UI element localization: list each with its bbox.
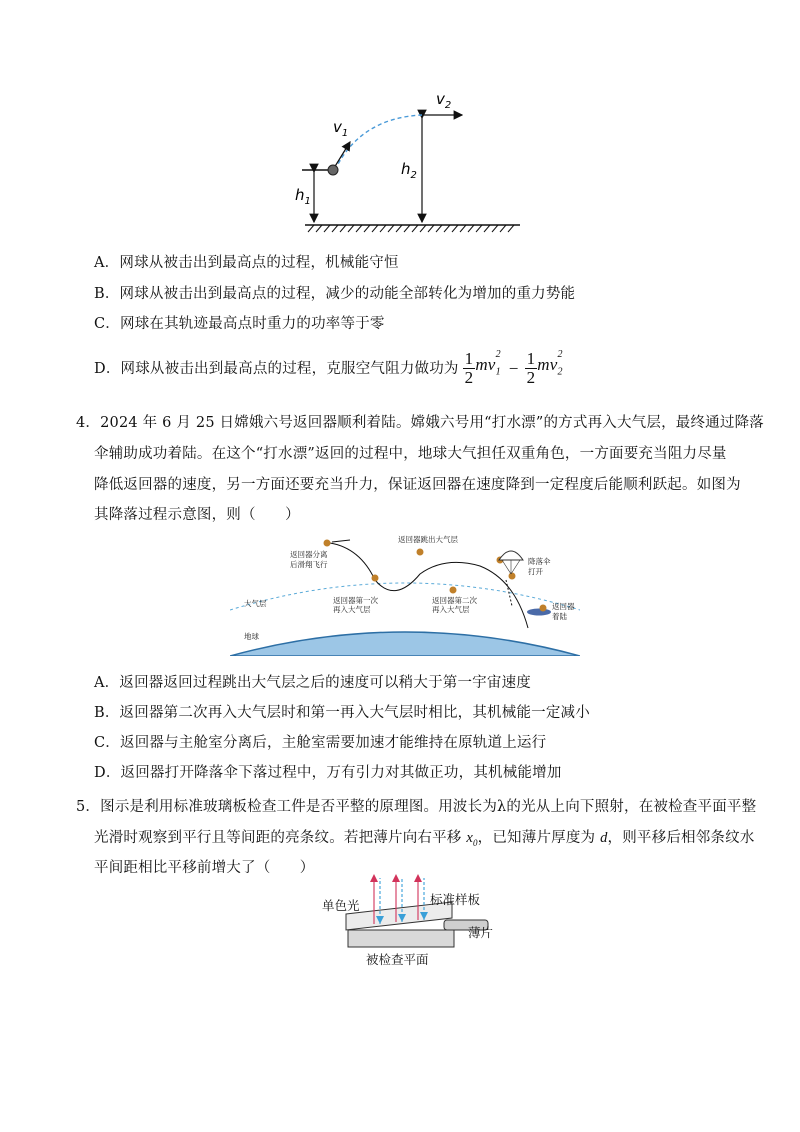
q4-option-a: A．返回器返回过程跳出大气层之后的速度可以稍大于第一宇宙速度 <box>94 675 531 691</box>
label-parachute-1: 降落伞 <box>528 557 551 566</box>
q3-option-c: C．网球在其轨迹最高点时重力的功率等于零 <box>94 316 385 332</box>
q5-x0: $x_0$ <box>466 830 478 848</box>
d-fraction-1: $\frac{1}{2}$ <box>464 349 474 387</box>
d-term-2: $mv_2$ 2 <box>537 348 563 378</box>
d-minus: − <box>508 358 519 378</box>
label-mono-light: 单色光 <box>322 898 360 913</box>
interference-figure <box>318 872 518 968</box>
q3-option-d <box>94 350 563 387</box>
d-fraction-2: $\frac{1}{2}$ <box>526 349 536 387</box>
label-earth: 地球 <box>244 632 259 641</box>
earth-surface <box>230 632 580 656</box>
q5-stem-line-1: 5．图示是利用标准玻璃板检查工件是否平整的原理图。用波长为λ的光从上向下照射，在被检查平面平整 <box>76 799 757 815</box>
v1-label: $v_1$ <box>333 118 349 139</box>
label-separate-1: 返回器分离 <box>290 550 328 559</box>
h1-label: $h_1$ <box>295 186 311 207</box>
landing-pad-icon <box>527 609 551 616</box>
q4-option-b: B．返回器第二次再入大气层时和第一再入大气层时相比，其机械能一定减小 <box>94 705 590 721</box>
parachute-icon <box>499 551 523 560</box>
capsule-icon-2 <box>372 575 379 582</box>
capsule-separation-path <box>332 540 350 542</box>
capsule-icon-6 <box>509 573 516 580</box>
label-atmosphere: 大气层 <box>244 599 267 608</box>
landed-capsule-icon <box>540 605 547 612</box>
label-landing-2: 着陆 <box>552 612 567 621</box>
q3-option-d-text: D．网球从被击出到最高点的过程，克服空气阻力做功为 <box>94 360 459 377</box>
q4-stem-line-2: 伞辅助成功着陆。在这个“打水漂”返回的过程中，地球大气担任双重角色，一方面要充当阻力尽量 <box>94 446 727 462</box>
q5-stem-line-3: 平间距相比平移前增大了（ ） <box>94 860 315 876</box>
h2-label: $h_2$ <box>401 160 417 181</box>
v1-arrow <box>334 142 350 168</box>
tennis-ball <box>328 165 338 175</box>
q5-stem-line-2: 光滑时观察到平行且等间距的亮条纹。若把薄片向右平移 $x_0$，已知薄片厚度为 d，则平移后相邻条纹水 <box>94 830 755 848</box>
label-first-entry-2: 再入大气层 <box>333 605 371 614</box>
q4-stem-line-4: 其降落过程示意图，则（ ） <box>94 507 300 523</box>
v2-label: $v_2$ <box>436 90 452 111</box>
label-first-entry-1: 返回器第一次 <box>333 596 378 605</box>
label-landing-1: 返回器 <box>552 602 575 611</box>
ground-hatch <box>308 225 514 232</box>
q5-d: d <box>600 830 608 846</box>
test-plane-plate <box>348 930 454 947</box>
q3-option-a: A．网球从被击出到最高点的过程，机械能守恒 <box>94 255 399 271</box>
label-test-plane: 被检查平面 <box>366 952 429 967</box>
tennis-trajectory-figure <box>290 88 540 238</box>
label-second-entry-1: 返回器第二次 <box>432 596 477 605</box>
label-thin-sheet: 薄片 <box>468 925 494 940</box>
q4-stem-line-1: 4．2024 年 6 月 25 日嫦娥六号返回器顺利着陆。嫦娥六号用“打水漂”的方式再入大气层，最终通过降落 <box>76 415 764 431</box>
capsule-icon-4 <box>450 587 457 594</box>
capsule-trajectory <box>330 543 528 628</box>
q3-option-b: B．网球从被击出到最高点的过程，减少的动能全部转化为增加的重力势能 <box>94 286 576 302</box>
q4-option-d: D．返回器打开降落伞下落过程中，万有引力对其做正功，其机械能增加 <box>94 765 562 781</box>
reentry-figure <box>230 528 580 656</box>
label-separate-2: 后滑翔飞行 <box>290 560 328 569</box>
label-parachute-2: 打开 <box>528 567 543 576</box>
label-second-entry-2: 再入大气层 <box>432 605 470 614</box>
d-term-1: $mv_1$ 2 <box>475 348 501 378</box>
label-jump: 返回器跳出大气层 <box>398 535 458 544</box>
capsule-icon-1 <box>324 540 331 547</box>
label-standard-plate: 标准样板 <box>430 892 481 907</box>
q4-option-c: C．返回器与主舱室分离后，主舱室需要加速才能维持在原轨道上运行 <box>94 735 547 751</box>
q4-stem-line-3: 降低返回器的速度，另一方面还要充当升力，保证返回器在速度降到一定程度后能顺利跃起。如图为 <box>94 477 741 493</box>
capsule-icon-3 <box>417 549 424 556</box>
